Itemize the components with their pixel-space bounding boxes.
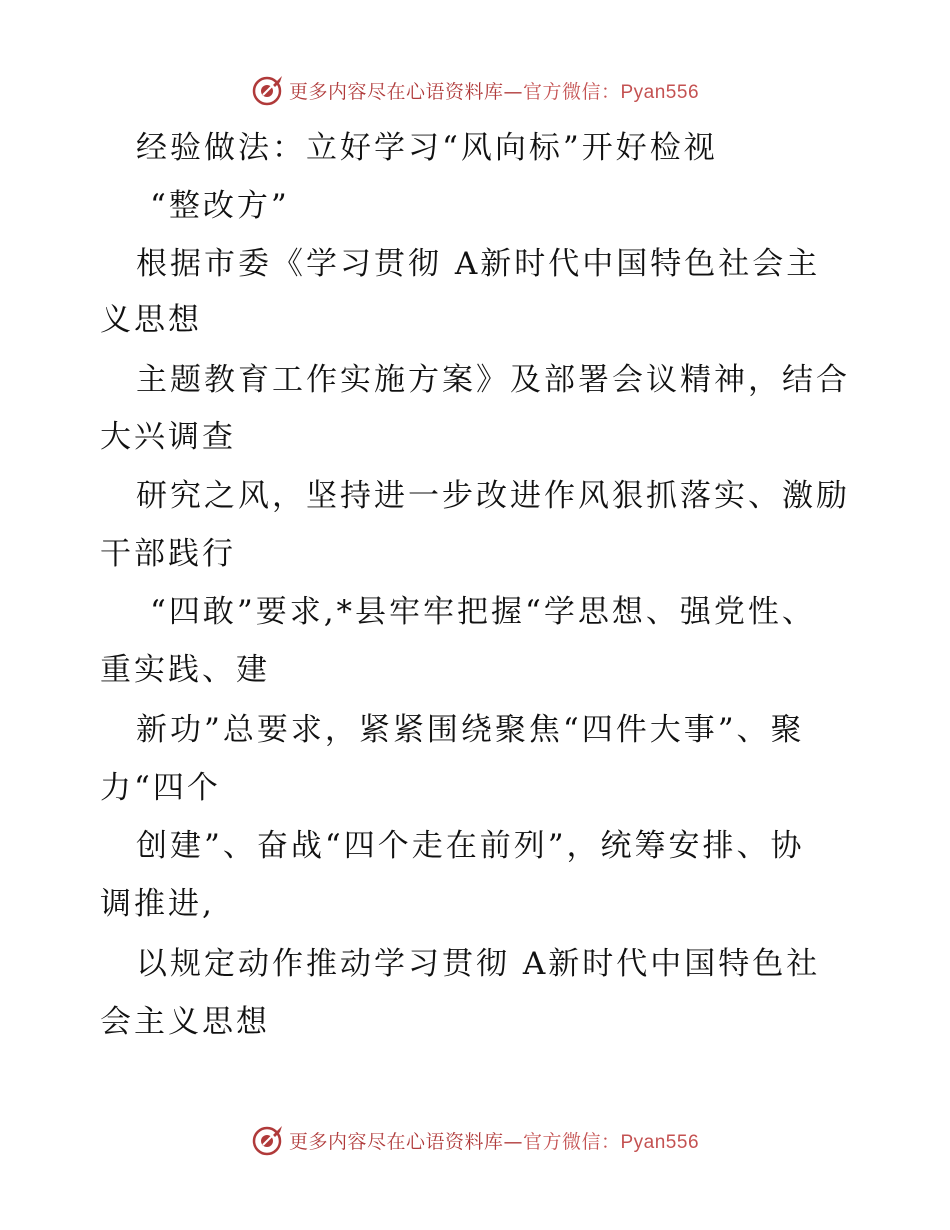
- document-title-line-1: 经验做法：立好学习“风向标”开好检视: [136, 130, 718, 166]
- footer-banner: [0, 1120, 950, 1160]
- footer-banner-text: [289, 1127, 699, 1154]
- paragraph-line: 大兴调查: [100, 419, 236, 455]
- document-title-line-2: “整改方”: [150, 188, 290, 224]
- header-banner-sub: 官方微信：: [522, 80, 621, 103]
- paragraph-line: 会主义思想: [100, 1004, 270, 1040]
- paragraph-line: 重实践、建: [100, 652, 270, 688]
- footer-banner-wechat: Pyan556: [620, 1131, 700, 1153]
- header-banner: [0, 70, 950, 110]
- footer-banner-dash: —: [503, 1130, 523, 1153]
- quill-logo-icon: [251, 1123, 285, 1157]
- paragraph-line: 干部践行: [100, 536, 236, 572]
- paragraph-line: 根据市委《学习贯彻 A新时代中国特色社会主: [136, 246, 821, 282]
- paragraph-line: 调推进,: [100, 886, 215, 922]
- header-banner-text: [289, 77, 699, 104]
- quill-logo-icon: [251, 73, 285, 107]
- paragraph-line: 力“四个: [100, 770, 221, 806]
- paragraph-line: 义思想: [100, 302, 202, 338]
- paragraph-line: 研究之风，坚持进一步改进作风狠抓落实、激励: [136, 478, 850, 514]
- paragraph-line: “四敢”要求,*县牢牢把握“学思想、强党性、: [150, 594, 816, 630]
- footer-banner-sub: 官方微信：: [522, 1130, 621, 1153]
- header-banner-dash: —: [503, 80, 523, 103]
- header-banner-title: 更多内容尽在心语资料库: [288, 80, 504, 103]
- paragraph-line: 创建”、奋战“四个走在前列”，统筹安排、协: [136, 828, 805, 864]
- header-banner-wechat: Pyan556: [620, 81, 700, 103]
- paragraph-line: 主题教育工作实施方案》及部署会议精神，结合: [136, 362, 850, 398]
- footer-banner-title: 更多内容尽在心语资料库: [288, 1130, 504, 1153]
- paragraph-line: 以规定动作推动学习贯彻 A新时代中国特色社: [136, 946, 821, 982]
- paragraph-line: 新功”总要求，紧紧围绕聚焦“四件大事”、聚: [136, 712, 805, 748]
